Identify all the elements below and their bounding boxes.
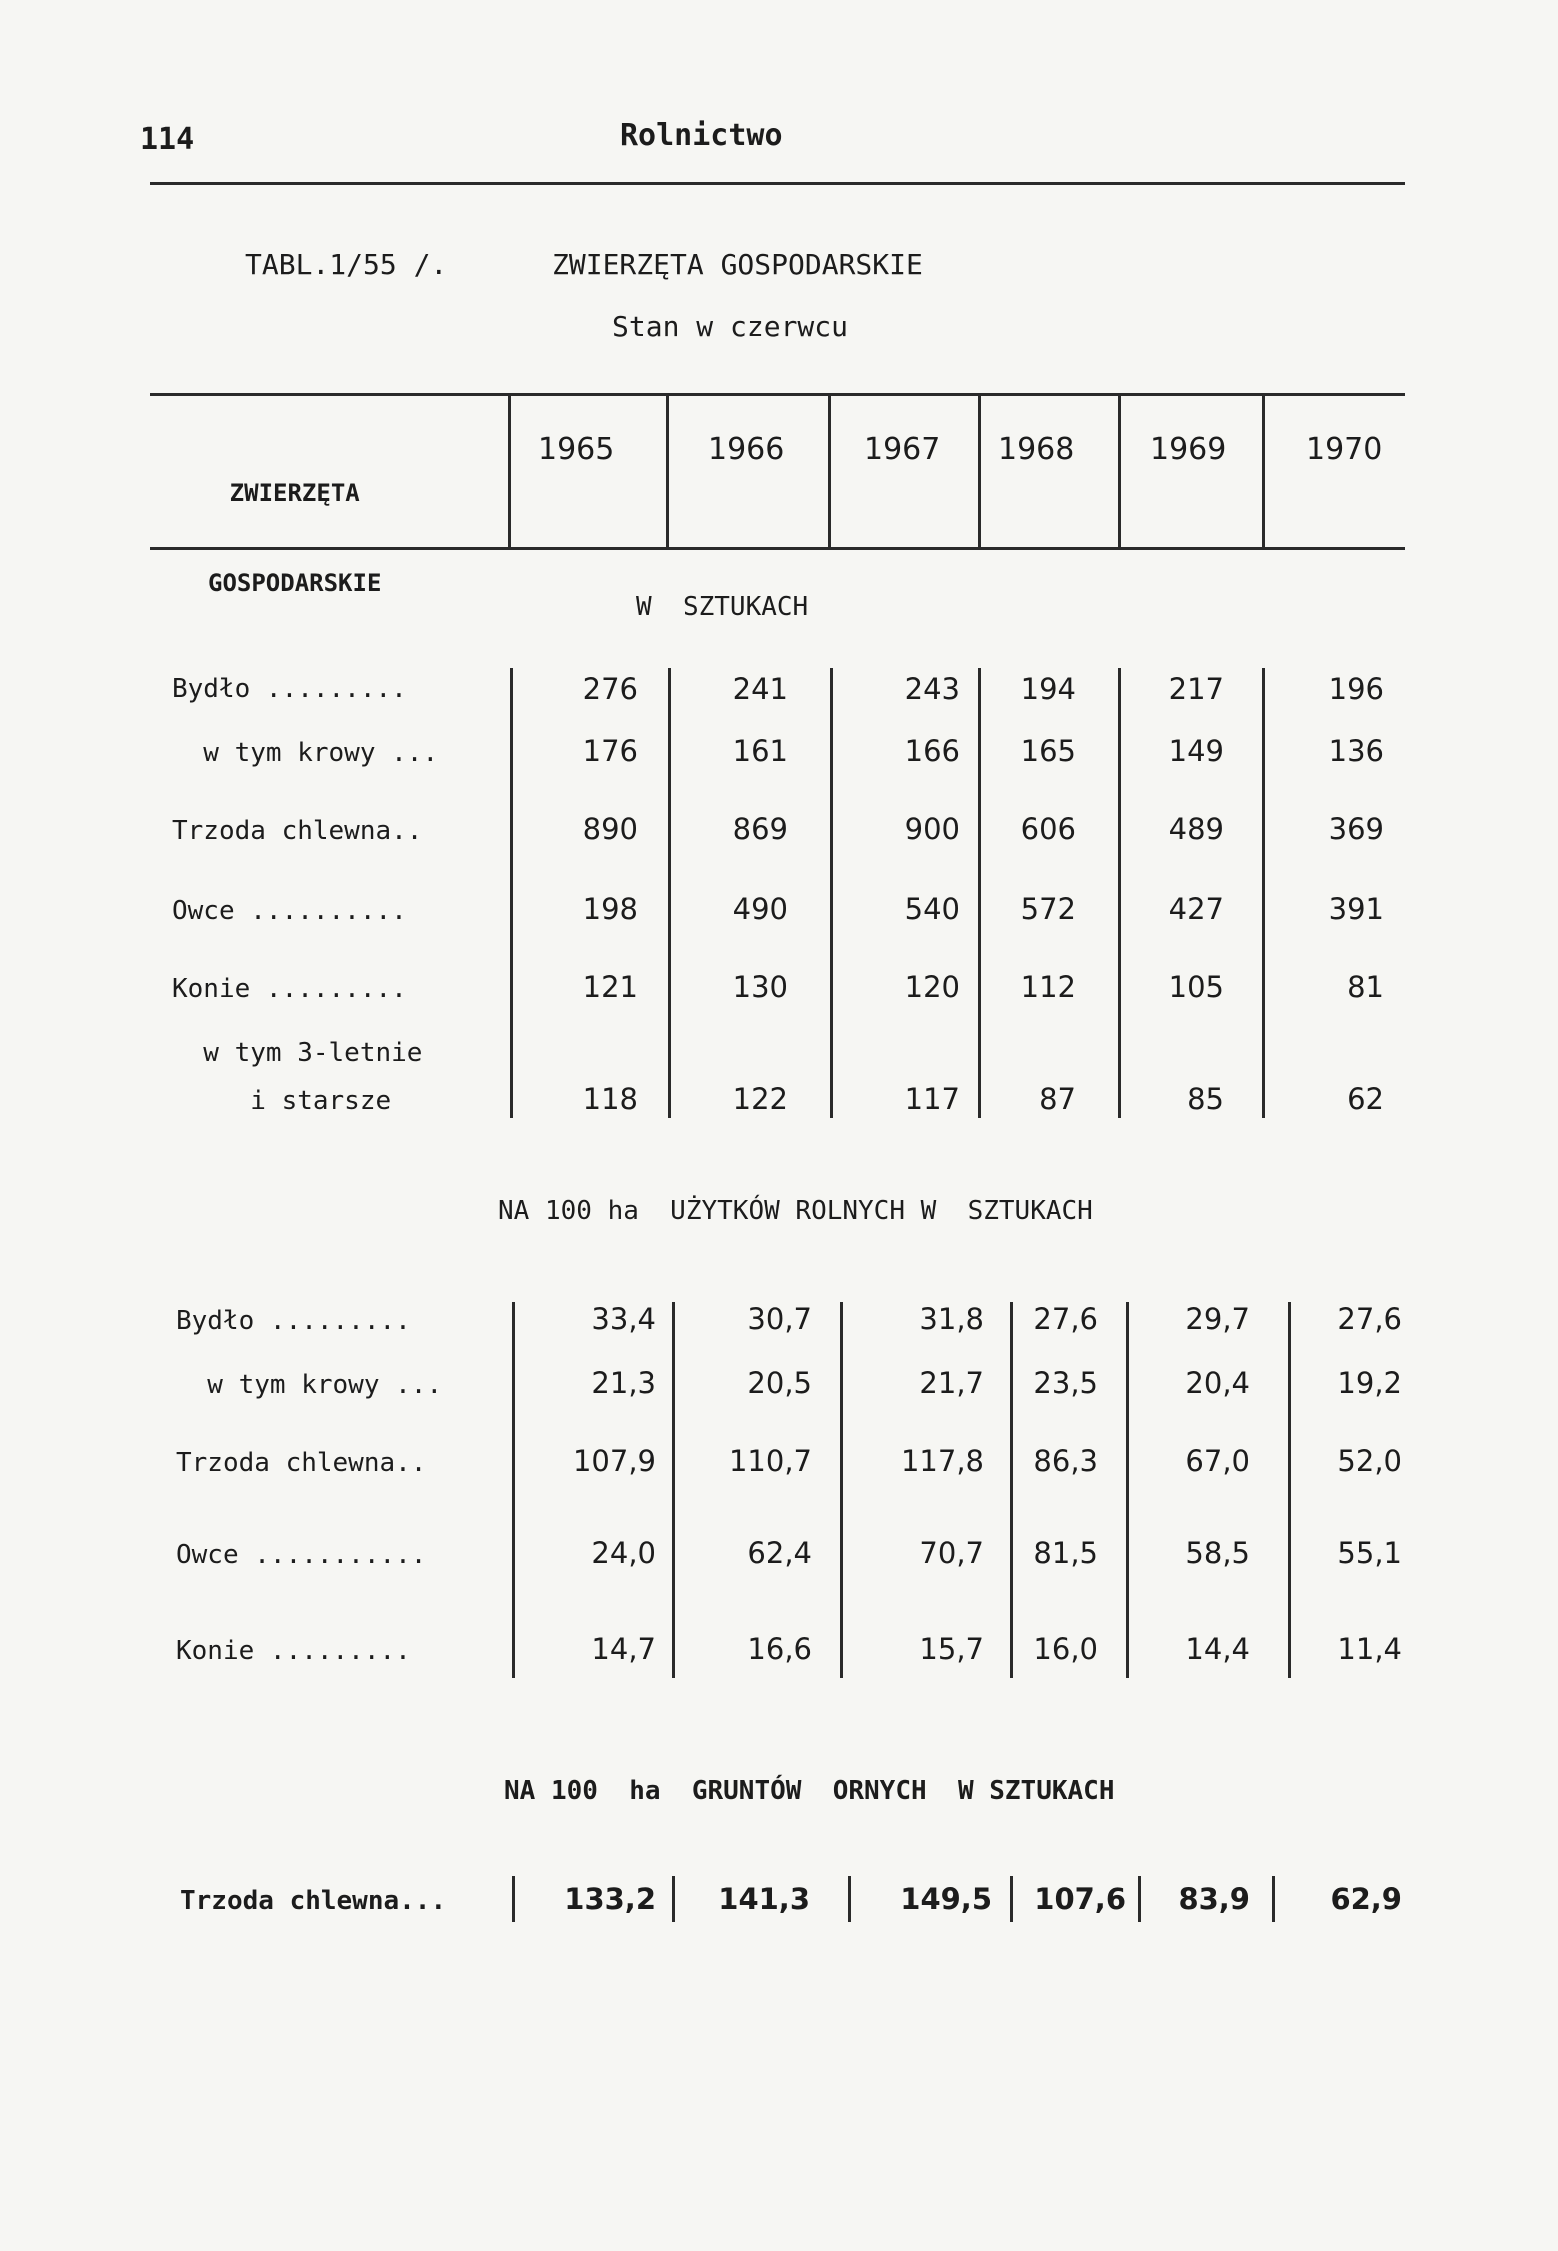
table-cell: 15,7 xyxy=(919,1632,984,1666)
section-title: W SZTUKACH xyxy=(636,592,809,622)
table-cell: 29,7 xyxy=(1185,1302,1250,1336)
table-subtitle: Stan w czerwcu xyxy=(612,310,849,343)
row-label: Bydło ......... xyxy=(172,674,407,704)
table-cell: 58,5 xyxy=(1185,1536,1250,1570)
table-cell: 489 xyxy=(1168,812,1224,846)
table-cell: 869 xyxy=(732,812,788,846)
table-cell: 890 xyxy=(582,812,638,846)
header-rule xyxy=(150,182,1405,185)
table-cell: 55,1 xyxy=(1337,1536,1402,1570)
table-cell: 110,7 xyxy=(728,1444,812,1478)
header-divider xyxy=(1118,393,1121,547)
table-cell: 62,4 xyxy=(747,1536,812,1570)
table-cell: 87 xyxy=(1039,1082,1076,1116)
section-title: NA 100 ha GRUNTÓW ORNYCH W SZTUKACH xyxy=(504,1776,1115,1806)
table-cell: 130 xyxy=(732,970,788,1004)
stub-header-line-1: ZWIERZĘTA xyxy=(229,479,360,507)
table-cell: 81 xyxy=(1347,970,1384,1004)
row-label: w tym krowy ... xyxy=(176,1370,443,1400)
table-cell: 20,5 xyxy=(747,1366,812,1400)
table-cell: 161 xyxy=(732,734,788,768)
column-divider xyxy=(1126,1302,1129,1678)
row-label: Owce .......... xyxy=(172,896,407,926)
table-cell: 117,8 xyxy=(900,1444,984,1478)
table-cell: 20,4 xyxy=(1185,1366,1250,1400)
header-divider xyxy=(1262,393,1265,547)
table-cell: 391 xyxy=(1328,892,1384,926)
row-label: Konie ......... xyxy=(176,1636,411,1666)
table-cell: 33,4 xyxy=(591,1302,656,1336)
column-divider xyxy=(512,1302,515,1678)
table-cell: 23,5 xyxy=(1033,1366,1098,1400)
table-cell: 196 xyxy=(1328,672,1384,706)
table-cell: 24,0 xyxy=(591,1536,656,1570)
year-header: 1970 xyxy=(1306,432,1383,467)
table-cell: 85 xyxy=(1187,1082,1224,1116)
table-cell: 198 xyxy=(582,892,638,926)
table-id: TABL.1/55 /. xyxy=(245,248,448,281)
table-cell: 52,0 xyxy=(1337,1444,1402,1478)
row-label: Trzoda chlewna.. xyxy=(176,1448,427,1478)
table-cell: 194 xyxy=(1020,672,1076,706)
table-cell: 16,0 xyxy=(1033,1632,1098,1666)
table-cell: 105 xyxy=(1168,970,1224,1004)
stub-header xyxy=(208,418,381,658)
column-divider xyxy=(840,1302,843,1678)
year-header: 1967 xyxy=(864,432,941,467)
table-cell: 133,2 xyxy=(564,1882,656,1916)
table-cell: 16,6 xyxy=(747,1632,812,1666)
table-cell: 241 xyxy=(732,672,788,706)
table-cell: 572 xyxy=(1020,892,1076,926)
table-cell: 490 xyxy=(732,892,788,926)
table-cell: 118 xyxy=(582,1082,638,1116)
table-cell: 369 xyxy=(1328,812,1384,846)
table-cell: 19,2 xyxy=(1337,1366,1402,1400)
table-cell: 86,3 xyxy=(1033,1444,1098,1478)
running-head: Rolnictwo xyxy=(620,118,783,153)
stub-header-line-2: GOSPODARSKIE xyxy=(208,569,382,597)
column-divider xyxy=(672,1302,675,1678)
table-cell: 62 xyxy=(1347,1082,1384,1116)
table-cell: 165 xyxy=(1020,734,1076,768)
row-label: w tym krowy ... xyxy=(172,738,439,768)
table-cell: 149,5 xyxy=(900,1882,992,1916)
row-label: Bydło ......... xyxy=(176,1306,411,1336)
row-label: Konie ......... xyxy=(172,974,407,1004)
table-cell: 136 xyxy=(1328,734,1384,768)
table-cell: 176 xyxy=(582,734,638,768)
table-cell: 540 xyxy=(904,892,960,926)
table-cell: 122 xyxy=(732,1082,788,1116)
column-divider xyxy=(1010,1302,1013,1678)
section-title: NA 100 ha UŻYTKÓW ROLNYCH W SZTUKACH xyxy=(498,1196,1093,1226)
table-top-rule xyxy=(150,393,1405,396)
table-cell: 62,9 xyxy=(1330,1882,1402,1916)
row-label: Trzoda chlewna... xyxy=(180,1886,447,1916)
table-cell: 606 xyxy=(1020,812,1076,846)
table-cell: 14,7 xyxy=(591,1632,656,1666)
table-cell: 81,5 xyxy=(1033,1536,1098,1570)
row-label: Owce ........... xyxy=(176,1540,427,1570)
table-cell: 30,7 xyxy=(747,1302,812,1336)
table-cell: 11,4 xyxy=(1337,1632,1402,1666)
table-cell: 107,6 xyxy=(1034,1882,1126,1916)
table-cell: 117 xyxy=(904,1082,960,1116)
table-cell: 14,4 xyxy=(1185,1632,1250,1666)
table-cell: 27,6 xyxy=(1337,1302,1402,1336)
table-cell: 166 xyxy=(904,734,960,768)
column-divider xyxy=(1288,1302,1291,1678)
year-header: 1965 xyxy=(538,432,615,467)
table-cell: 276 xyxy=(582,672,638,706)
table-cell: 31,8 xyxy=(919,1302,984,1336)
row-label: w tym 3-letnie xyxy=(172,1038,423,1068)
header-divider xyxy=(508,393,511,547)
table-cell: 120 xyxy=(904,970,960,1004)
table-cell: 149 xyxy=(1168,734,1224,768)
table-cell: 243 xyxy=(904,672,960,706)
year-header: 1966 xyxy=(708,432,785,467)
table-title: ZWIERZĘTA GOSPODARSKIE xyxy=(552,248,923,281)
table-cell: 427 xyxy=(1168,892,1224,926)
table-cell: 141,3 xyxy=(718,1882,810,1916)
table-cell: 112 xyxy=(1020,970,1076,1004)
table-cell: 21,3 xyxy=(591,1366,656,1400)
header-divider xyxy=(828,393,831,547)
table-cell: 217 xyxy=(1168,672,1224,706)
table-cell: 27,6 xyxy=(1033,1302,1098,1336)
year-header: 1968 xyxy=(998,432,1075,467)
year-header: 1969 xyxy=(1150,432,1227,467)
page-number: 114 xyxy=(140,122,195,157)
header-divider xyxy=(978,393,981,547)
header-divider xyxy=(666,393,669,547)
table-cell: 121 xyxy=(582,970,638,1004)
row-label: Trzoda chlewna.. xyxy=(172,816,423,846)
table-cell: 900 xyxy=(904,812,960,846)
table-cell: 67,0 xyxy=(1185,1444,1250,1478)
table-cell: 107,9 xyxy=(572,1444,656,1478)
table-cell: 21,7 xyxy=(919,1366,984,1400)
table-cell: 83,9 xyxy=(1178,1882,1250,1916)
table-cell: 70,7 xyxy=(919,1536,984,1570)
row-label: i starsze xyxy=(172,1086,392,1116)
